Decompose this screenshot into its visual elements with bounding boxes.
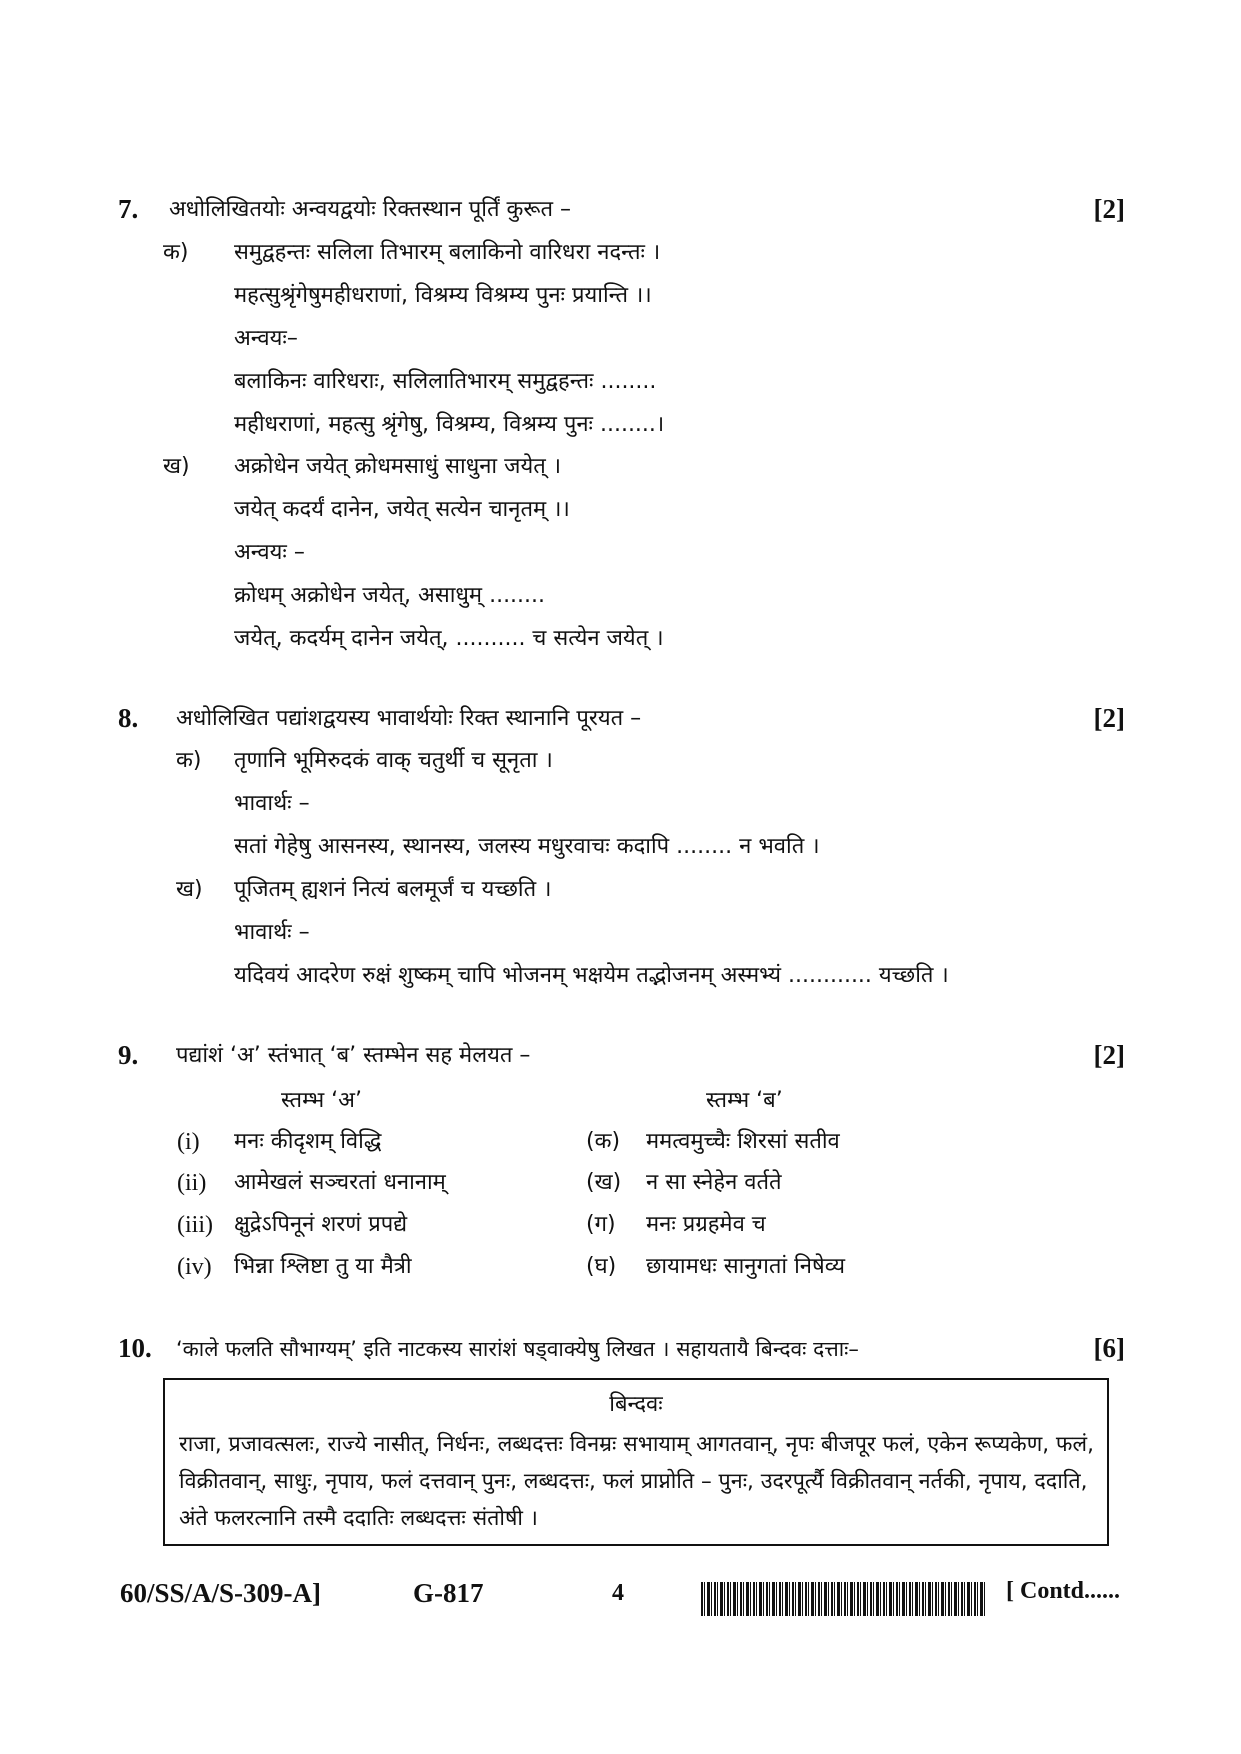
match-row-label: (ख) [586, 1170, 622, 1195]
q7-b-line: जयेत्, कदर्यम् दानेन जयेत्, .......... च सत्येन जयेत् । [234, 626, 664, 651]
q9-number: 9. [118, 1040, 139, 1070]
column-a-heading: स्तम्भ ‘अ’ [281, 1088, 362, 1113]
q7-title: अधोलिखितयोः अन्वयद्वयोः रिक्तस्थान पूर्तिं कुरूत – [169, 197, 572, 222]
match-row-label: (ग) [586, 1212, 616, 1237]
q7-a-line: समुद्वहन्तः सलिला तिभारम् बलाकिनो वारिधरा नदन्तः । [234, 240, 661, 265]
barcode [701, 1582, 987, 1616]
paper-code: 60/SS/A/S-309-A] [120, 1578, 322, 1608]
match-row-a: मनः कीदृशम् विद्धि [234, 1129, 382, 1154]
match-row-b: मनः प्रग्रहमेव च [646, 1212, 766, 1237]
hints-box [163, 1378, 1109, 1546]
q10-number: 10. [118, 1333, 152, 1363]
q8-a-line: भावार्थः – [234, 791, 310, 816]
q8-marks: [2] [1093, 703, 1125, 733]
q7-number: 7. [118, 194, 139, 224]
q7-a-line: महत्सुश्रृंगेषुमहीधराणां, विश्रम्य विश्रम्य पुनः प्रयान्ति ।। [234, 283, 652, 308]
q8-title: अधोलिखित पद्यांशद्वयस्य भावार्थयोः रिक्त स्थानानि पूरयत – [176, 706, 642, 731]
q8-number: 8. [118, 703, 139, 733]
q7-a-line: अन्वयः– [234, 326, 298, 351]
page-number: 4 [612, 1580, 624, 1606]
match-row-number: (i) [177, 1129, 200, 1155]
q8-b-line: भावार्थः – [234, 920, 310, 945]
q7-a-line: महीधराणां, महत्सु श्रृंगेषु, विश्रम्य, विश्रम्य पुनः ........। [234, 412, 665, 437]
match-row-b: न सा स्नेहेन वर्तते [646, 1170, 782, 1195]
match-row-a: भिन्ना श्लिष्टा तु या मैत्री [234, 1254, 412, 1279]
continued-note: [ Contd...... [1006, 1578, 1121, 1604]
q10-marks: [6] [1093, 1333, 1125, 1363]
match-row-a: क्षुद्रेऽपिनूनं शरणं प्रपद्ये [234, 1212, 408, 1237]
q7-b-line: अक्रोधेन जयेत् क्रोधमसाधुं साधुना जयेत् । [234, 454, 562, 479]
q7-a-label: क) [163, 240, 189, 265]
q8-a-line: सतां गेहेषु आसनस्य, स्थानस्य, जलस्य मधुरवाचः कदापि ........ न भवति । [234, 834, 820, 859]
match-row-number: (iv) [177, 1254, 212, 1280]
match-row-number: (ii) [177, 1170, 207, 1196]
q9-marks: [2] [1093, 1040, 1125, 1070]
q7-marks: [2] [1093, 194, 1125, 224]
q8-b-label: ख) [176, 877, 203, 902]
q8-a-line: तृणानि भूमिरुदकं वाक् चतुर्थी च सूनृता । [234, 748, 553, 773]
q8-a-label: क) [176, 748, 202, 773]
q7-b-line: अन्वयः – [234, 540, 305, 565]
match-row-number: (iii) [177, 1212, 213, 1238]
match-row-b: ममत्वमुच्चैः शिरसां सतीव [646, 1129, 840, 1154]
q7-b-label: ख) [163, 454, 190, 479]
column-b-heading: स्तम्भ ‘ब’ [706, 1088, 783, 1113]
match-row-label: (क) [586, 1129, 621, 1154]
match-row-label: (घ) [586, 1254, 617, 1279]
q10-title: ‘काले फलति सौभाग्यम्’ इति नाटकस्य सारांशं षड्वाक्येषु लिखत । सहायतायै बिन्दवः दत्ताः– [176, 1337, 859, 1361]
match-row-a: आमेखलं सञ्चरतां धनानाम् [234, 1170, 446, 1195]
hints-box-text: राजा, प्रजावत्सलः, राज्ये नासीत्, निर्धनः, लब्धदत्तः विनम्रः सभायाम् आगतवान्, नृपः बीजपूर फलं, एकेन रूप्यकेण, फलं, विक्रीतवान्, साधुः, नृपाय, फलं दत्तवान् पुनः, लब्धदत्तः, फलं प्राप्नोति – पुनः, उदरपूर्त्यै विक्रीतवान् नर्तकी, नृपाय, ददाति, अंते फलरत्नानि तस्मै ददातिः लब्धदत्तः संतोषी । [179, 1432, 1094, 1531]
match-row-b: छायामधः सानुगतां निषेव्य [646, 1254, 846, 1279]
paper-number: G-817 [413, 1578, 484, 1608]
q9-title: पद्यांशं ‘अ’ स्तंभात् ‘ब’ स्तम्भेन सह मेलयत – [176, 1043, 531, 1068]
q7-b-line: क्रोधम् अक्रोधेन जयेत्, असाधुम् ........ [234, 583, 546, 608]
hints-box-title: बिन्दवः [609, 1392, 663, 1417]
q7-b-line: जयेत् कदर्यं दानेन, जयेत् सत्येन चानृतम् ।। [234, 497, 570, 522]
q8-b-line: पूजितम् ह्यशनं नित्यं बलमूर्जं च यच्छति । [234, 877, 552, 902]
q7-a-line: बलाकिनः वारिधराः, सलिलातिभारम् समुद्वहन्तः ........ [234, 369, 657, 394]
q8-b-line: यदिवयं आदरेण रुक्षं शुष्कम् चापि भोजनम् भक्षयेम तद्भोजनम् अस्मभ्यं ............ यच्छति । [234, 963, 949, 988]
